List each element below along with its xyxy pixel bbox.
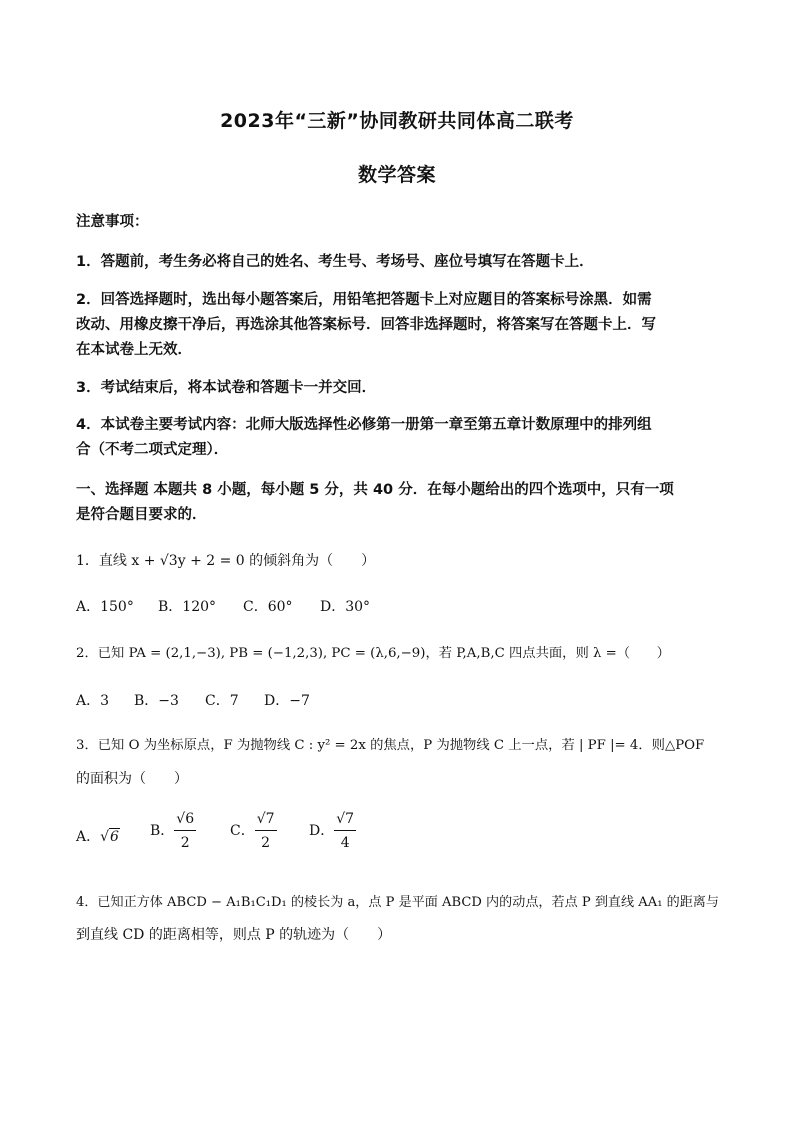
question-1-option-d: D．30° (320, 599, 371, 615)
question-4-stem-line-1: 4．已知正方体 ABCD − A₁B₁C₁D₁ 的棱长为 a，点 P 是平面 ABCD 内的动点，若点 P 到直线 AA₁ 的距离与 (76, 895, 719, 910)
question-1-option-c: C．60° (243, 599, 293, 615)
question-3-stem-line-2: 的面积为（ ） (76, 771, 188, 787)
question-1-stem: 1．直线 x + √3y + 2 = 0 的倾斜角为（ ） (76, 553, 376, 569)
option-c-radicand: 7 (265, 811, 275, 827)
notice-item-3: 3．考试结束后，将本试卷和答题卡一并交回． (76, 380, 377, 396)
question-4-stem-line-2: 到直线 CD 的距离相等，则点 P 的轨迹为（ ） (76, 927, 392, 943)
question-2-option-a: A．3 (76, 693, 110, 709)
question-2-stem: 2．已知 PA = (2,1,−3), PB = (−1,2,3), PC = (λ,6,−9)，若 P,A,B,C 四点共面，则 λ =（ ） (76, 646, 670, 661)
section-heading-line-1: 一、选择题 本题共 8 小题，每小题 5 分，共 40 分．在每小题给出的四个选项中，只有一项 (76, 482, 674, 498)
question-1-option-b: B．120° (158, 599, 217, 615)
notice-item-4-line-1: 4．本试卷主要考试内容：北师大版选择性必修第一册第一章至第五章计数原理中的排列组 (76, 417, 652, 433)
question-2-option-d: D．−7 (264, 693, 310, 709)
question-3-option-d (309, 812, 356, 850)
option-b-label: B． (150, 823, 175, 839)
question-1-option-a: A．150° (76, 599, 134, 615)
notice-item-4-line-2: 合（不考二项式定理）． (76, 442, 229, 458)
question-3-option-a (76, 826, 120, 846)
question-3-option-c (230, 812, 277, 850)
section-heading-line-2: 是符合题目要求的． (76, 507, 207, 523)
notice-item-2-line-2: 改动、用橡皮擦干净后，再选涂其他答案标号．回答非选择题时，将答案写在答题卡上．写 (76, 317, 656, 333)
option-c-denominator: 2 (261, 835, 271, 851)
option-a-sqrt: √6 (100, 829, 119, 845)
notice-item-1: 1．答题前，考生务必将自己的姓名、考生号、考场号、座位号填写在答题卡上． (76, 254, 594, 270)
option-d-denominator: 4 (340, 835, 350, 851)
option-d-fraction: $\frac{√7}{4}$ (336, 811, 355, 851)
notice-item-2-line-1: 2．回答选择题时，选出每小题答案后，用铅笔把答题卡上对应题目的答案标号涂黑．如需 (76, 292, 652, 308)
option-a-radicand: 6 (110, 829, 119, 845)
notice-heading: 注意事项： (76, 214, 149, 230)
option-a-label: A． (76, 829, 101, 845)
option-b-radicand: 6 (185, 811, 195, 827)
option-b-denominator: 2 (180, 835, 190, 851)
option-d-radicand: 7 (345, 811, 355, 827)
question-2-option-b: B．−3 (134, 693, 179, 709)
option-c-label: C． (230, 823, 255, 839)
question-3-option-b (150, 812, 196, 850)
option-d-label: D． (309, 823, 335, 839)
question-2-option-c: C．7 (205, 693, 239, 709)
option-b-fraction: $\frac{√6}{2}$ (176, 811, 195, 851)
option-c-fraction: $\frac{√7}{2}$ (256, 811, 275, 851)
question-3-stem-line-1: 3．已知 O 为坐标原点，F 为抛物线 C : y² = 2x 的焦点，P 为抛物线 C 上一点，若 | PF |= 4．则△POF (76, 738, 705, 753)
exam-title: 2023年“三新”协同教研共同体高二联考 (220, 110, 574, 132)
exam-subtitle: 数学答案 (357, 164, 436, 186)
notice-item-2-line-3: 在本试卷上无效． (76, 342, 192, 358)
